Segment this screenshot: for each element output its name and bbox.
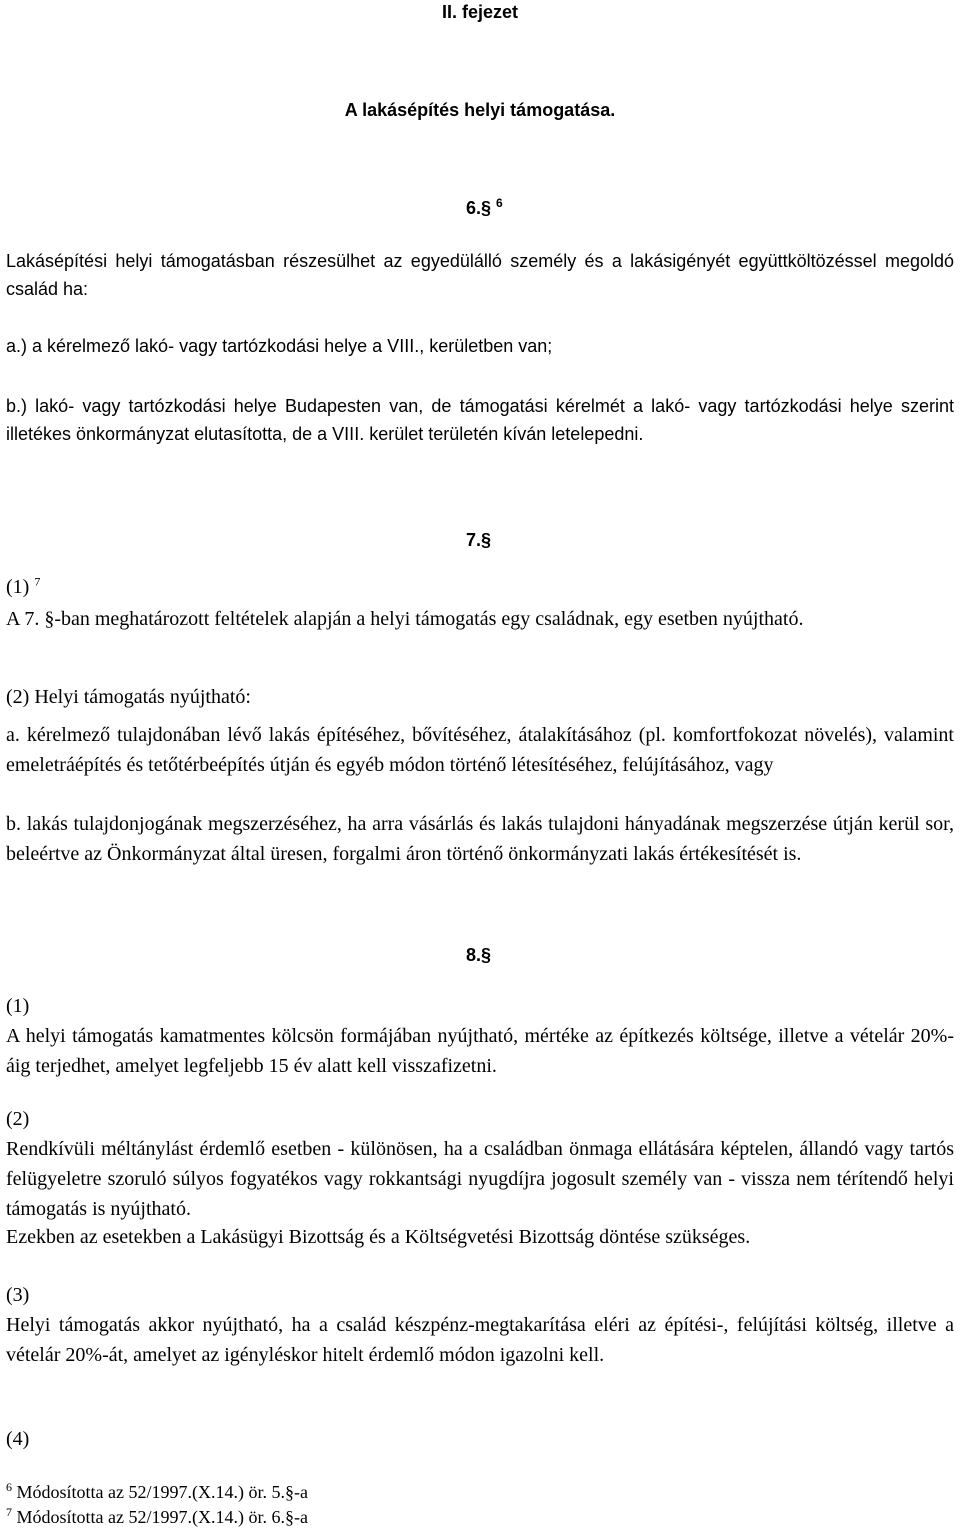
section-8-para-3-text: Helyi támogatás akkor nyújtható, ha a család készpénz-megtakarítása eléri az építési-, felújítási költség, illetve a vételár 20%-át, amelyet az igényléskor hitelt érdemlő módon igazolni kell. xyxy=(6,1314,954,1366)
footnote-text: Módosította az 52/1997.(X.14.) ör. 5.§-a xyxy=(16,1482,308,1502)
section-7-para-2-item-a: a. kérelmező tulajdonában lévő lakás építéséhez, bővítéséhez, átalakításához (pl. komfortfokozat növelés), valamint emeletráépítés és tetőtérbeépítés útján és egyéb módon történő létesítéséhez, felújításához, vagy xyxy=(6,724,954,776)
section-8-para-1-label: (1) xyxy=(6,995,30,1017)
section-6-number: 6.§ xyxy=(466,198,492,218)
footnote-ref-7: 7 xyxy=(34,574,41,589)
section-8-heading: 8.§ xyxy=(466,945,492,965)
footnote-number: 6 xyxy=(6,1480,12,1494)
chapter-heading: II. fejezet xyxy=(441,2,519,22)
section-6-intro: Lakásépítési helyi támogatásban részesülhet az egyedülálló személy és a lakásigényét együttköltözéssel megoldó család ha: xyxy=(6,251,954,299)
section-8-para-2-label: (2) xyxy=(6,1108,30,1130)
section-6-item-a: a.) a kérelmező lakó- vagy tartózkodási helye a VIII., kerületben van; xyxy=(6,336,553,356)
section-7-heading: 7.§ xyxy=(466,530,492,550)
section-8-para-1-text: A helyi támogatás kamatmentes kölcsön formájában nyújtható, mértéke az építkezés költsége, illetve a vételár 20%-áig terjedhet, amelyet legfeljebb 15 év alatt kell visszafizetni. xyxy=(6,1025,954,1077)
footnote-text: Módosította az 52/1997.(X.14.) ör. 6.§-a xyxy=(16,1507,308,1527)
section-8-para-2-text: Rendkívüli méltánylást érdemlő esetben - különösen, ha a családban önmaga ellátására képtelen, állandó vagy tartós felügyeletre szoruló súlyos fogyatékos vagy rokkantsági nyugdíjra jogosult személy van - vissza nem térítendő helyi támogatás is nyújtható. xyxy=(6,1138,954,1220)
section-7-para-1-text: A 7. §-ban meghatározott feltételek alapján a helyi támogatás egy családnak, egy esetben nyújtható. xyxy=(6,608,804,630)
section-6-ref: 6 xyxy=(496,196,503,210)
section-8-para-3-label: (3) xyxy=(6,1284,30,1306)
section-8-para-2-text-2: Ezekben az esetekben a Lakásügyi Bizottság és a Költségvetési Bizottság döntése szükséges. xyxy=(6,1226,751,1248)
para-label: (1) xyxy=(6,576,30,598)
section-6-item-b: b.) lakó- vagy tartózkodási helye Budapesten van, de támogatási kérelmét a lakó- vagy tartózkodási helye szerint illetékes önkormányzat elutasította, de a VIII. kerület területén kíván letelepedni. xyxy=(6,396,954,444)
footnote-number: 7 xyxy=(6,1505,12,1519)
section-7-para-1-label xyxy=(6,574,40,601)
footnote-6 xyxy=(6,1480,308,1504)
section-7-para-2-label: (2) Helyi támogatás nyújtható: xyxy=(6,686,251,708)
section-6-heading xyxy=(466,196,503,220)
chapter-title: A lakásépítés helyi támogatása. xyxy=(344,100,616,120)
section-7-para-2-item-b: b. lakás tulajdonjogának megszerzéséhez, ha arra vásárlás és lakás tulajdoni hányadának megszerzése útján kerül sor, beleértve az Önkormányzat által üresen, forgalmi áron történő önkormányzati lakás értékesítését is. xyxy=(6,813,954,865)
footnote-7 xyxy=(6,1505,308,1529)
section-8-para-4-label: (4) xyxy=(6,1428,30,1450)
